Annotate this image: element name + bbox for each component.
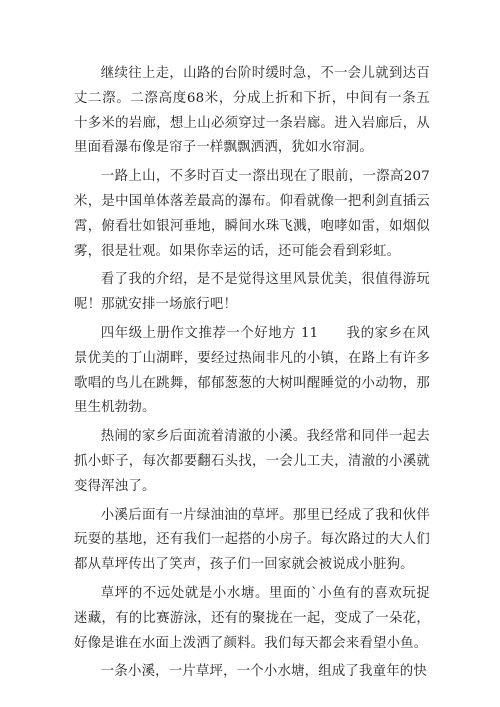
paragraph-8: 一条小溪，一片草坪，一个小水塘，组成了我童年的快 <box>100 664 427 680</box>
article-body <box>74 62 430 685</box>
paragraph-6: 小溪后面有一片绿油油的草坪。那里已经成了我和伙伴玩耍的基地，还有我们一起搭的小房子。每次路过的大人们都从草坪传出了笑声，孩子们一回家就会被说成小脏狗。 <box>74 507 430 573</box>
paragraph-4: 四年级上册作文推荐一个好地方 11 我的家乡在风景优美的丁山湖畔，要经过热闹非凡的小镇，在路上有许多歌唱的鸟儿在跳舞，郁郁葱葱的大树叫醒睡觉的小动物，那里生机勃勃。 <box>74 325 430 416</box>
paragraph-3: 看了我的介绍，是不是觉得这里风景优美，很值得游玩呢！那就安排一场旅行吧！ <box>74 272 430 313</box>
paragraph-7: 草坪的不远处就是小水塘。里面的`小鱼有的喜欢玩捉迷藏，有的比赛游泳，还有的聚拢在一起，变成了一朵花，好像是谁在水面上泼洒了颜料。我们每天都会来看望小鱼。 <box>74 585 430 651</box>
paragraph-1: 继续往上走，山路的台阶时缓时急，不一会儿就到达百丈二漈。二漈高度68米，分成上折和下折，中间有一条五十多米的岩廊，想上山必须穿过一条岩廊。进入岩廊后，从里面看瀑布像是帘子一样飘飘洒洒，犹如水帘洞。 <box>74 66 430 156</box>
paragraph-2: 一路上山，不多时百丈一漈出现在了眼前，一漈高207米，是中国单体落差最高的瀑布。仰看就像一把利剑直插云霄，俯看壮如银河垂地，瞬间水珠飞溅，咆哮如雷，如烟似雾，很是壮观。如果你幸运的话，还可能会看到彩虹。 <box>74 169 430 259</box>
paragraph-5: 热闹的家乡后面流着清澈的小溪。我经常和同伴一起去抓小虾子，每次都要翻石头找，一会儿工夫，清澈的小溪就变得浑浊了。 <box>74 429 430 494</box>
